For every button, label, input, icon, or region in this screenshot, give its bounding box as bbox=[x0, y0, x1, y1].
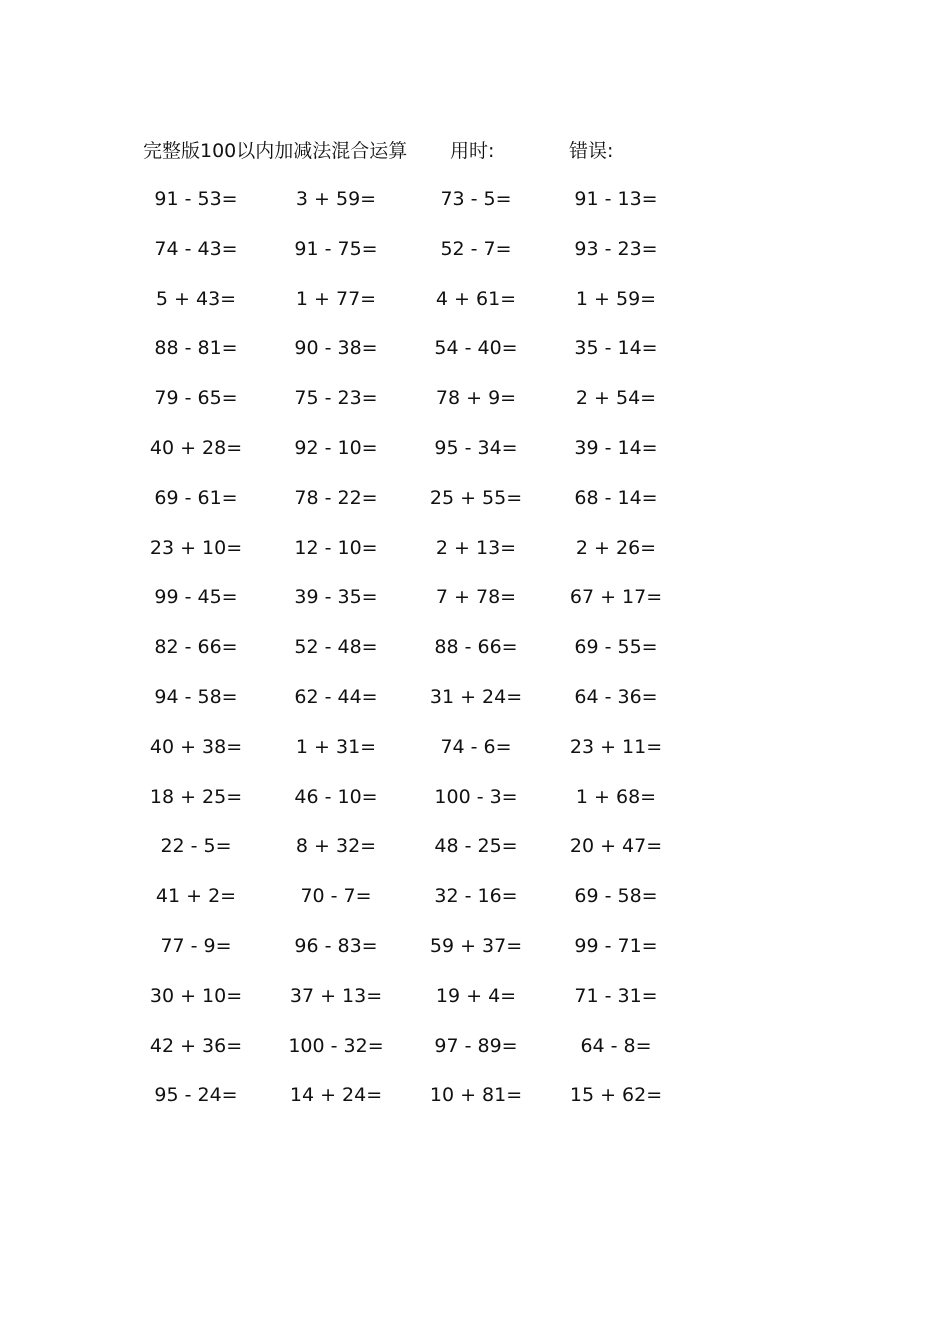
math-problem: 82 - 66= bbox=[154, 636, 238, 659]
problem-row bbox=[0, 333, 950, 383]
problem-row bbox=[0, 782, 950, 832]
problem-row bbox=[0, 831, 950, 881]
problem-row bbox=[0, 483, 950, 533]
math-problem: 71 - 31= bbox=[574, 984, 658, 1007]
math-problem: 95 - 34= bbox=[434, 436, 518, 459]
math-problem: 93 - 23= bbox=[574, 237, 658, 260]
problem-row bbox=[0, 732, 950, 782]
math-problem: 39 - 35= bbox=[294, 586, 378, 609]
math-problem: 100 - 3= bbox=[434, 785, 518, 808]
math-problem: 10 + 81= bbox=[429, 1084, 523, 1107]
math-problem: 5 + 43= bbox=[155, 287, 237, 310]
math-problem: 2 + 54= bbox=[575, 387, 657, 410]
math-problem: 37 + 13= bbox=[289, 984, 383, 1007]
math-problem: 41 + 2= bbox=[155, 885, 237, 908]
math-problem: 39 - 14= bbox=[574, 436, 658, 459]
math-problem: 18 + 25= bbox=[149, 785, 243, 808]
math-problem: 48 - 25= bbox=[434, 835, 518, 858]
math-problem: 46 - 10= bbox=[294, 785, 378, 808]
math-problem: 12 - 10= bbox=[294, 536, 378, 559]
math-problem: 40 + 38= bbox=[149, 735, 243, 758]
problem-row bbox=[0, 383, 950, 433]
math-problem: 91 - 13= bbox=[574, 188, 658, 210]
problem-row bbox=[0, 433, 950, 483]
math-problem: 7 + 78= bbox=[435, 586, 517, 609]
math-problem: 74 - 43= bbox=[154, 237, 238, 260]
math-problem: 78 + 9= bbox=[435, 387, 517, 410]
math-problem: 59 + 37= bbox=[429, 934, 523, 957]
math-problem: 69 - 55= bbox=[574, 636, 658, 659]
problem-row bbox=[0, 582, 950, 632]
math-problem: 78 - 22= bbox=[294, 486, 378, 509]
problem-grid bbox=[0, 184, 950, 1130]
math-problem: 99 - 45= bbox=[154, 586, 238, 609]
math-problem: 95 - 24= bbox=[154, 1084, 238, 1107]
math-problem: 15 + 62= bbox=[569, 1084, 663, 1107]
math-problem: 69 - 61= bbox=[154, 486, 238, 509]
math-problem: 88 - 81= bbox=[154, 337, 238, 360]
math-problem: 19 + 4= bbox=[435, 984, 517, 1007]
math-problem: 75 - 23= bbox=[294, 387, 378, 410]
problem-row bbox=[0, 1031, 950, 1081]
math-problem: 94 - 58= bbox=[154, 685, 238, 708]
math-problem: 74 - 6= bbox=[440, 735, 512, 758]
problem-row bbox=[0, 981, 950, 1031]
math-problem: 90 - 38= bbox=[294, 337, 378, 360]
math-problem: 97 - 89= bbox=[434, 1034, 518, 1057]
math-problem: 1 + 59= bbox=[575, 287, 657, 310]
math-problem: 99 - 71= bbox=[574, 934, 658, 957]
math-problem: 2 + 13= bbox=[435, 536, 517, 559]
math-problem: 25 + 55= bbox=[429, 486, 523, 509]
math-problem: 88 - 66= bbox=[434, 636, 518, 659]
math-problem: 52 - 48= bbox=[294, 636, 378, 659]
math-problem: 22 - 5= bbox=[160, 835, 232, 858]
math-problem: 42 + 36= bbox=[149, 1034, 243, 1057]
math-problem: 14 + 24= bbox=[289, 1084, 383, 1107]
worksheet-title: 完整版100以内加减法混合运算 bbox=[143, 140, 408, 162]
math-problem: 4 + 61= bbox=[435, 287, 517, 310]
problem-row bbox=[0, 533, 950, 583]
math-problem: 91 - 75= bbox=[294, 237, 378, 260]
math-problem: 23 + 11= bbox=[569, 735, 663, 758]
problem-row bbox=[0, 632, 950, 682]
math-problem: 92 - 10= bbox=[294, 436, 378, 459]
math-problem: 1 + 68= bbox=[575, 785, 657, 808]
math-problem: 62 - 44= bbox=[294, 685, 378, 708]
math-problem: 32 - 16= bbox=[434, 885, 518, 908]
math-problem: 31 + 24= bbox=[429, 685, 523, 708]
math-problem: 40 + 28= bbox=[149, 436, 243, 459]
math-problem: 64 - 36= bbox=[574, 685, 658, 708]
math-problem: 77 - 9= bbox=[160, 934, 232, 957]
math-problem: 20 + 47= bbox=[569, 835, 663, 858]
math-problem: 52 - 7= bbox=[440, 237, 512, 260]
error-count-label: 错误: bbox=[569, 140, 614, 162]
math-problem: 23 + 10= bbox=[149, 536, 243, 559]
math-problem: 68 - 14= bbox=[574, 486, 658, 509]
problem-row bbox=[0, 931, 950, 981]
math-problem: 8 + 32= bbox=[295, 835, 377, 858]
math-problem: 91 - 53= bbox=[154, 188, 238, 210]
math-problem: 69 - 58= bbox=[574, 885, 658, 908]
math-problem: 54 - 40= bbox=[434, 337, 518, 360]
math-problem: 2 + 26= bbox=[575, 536, 657, 559]
math-problem: 30 + 10= bbox=[149, 984, 243, 1007]
math-problem: 3 + 59= bbox=[295, 188, 377, 210]
problem-row bbox=[0, 234, 950, 284]
math-problem: 35 - 14= bbox=[574, 337, 658, 360]
problem-row bbox=[0, 1080, 950, 1130]
problem-row bbox=[0, 184, 950, 234]
math-problem: 67 + 17= bbox=[569, 586, 663, 609]
math-problem: 64 - 8= bbox=[580, 1034, 652, 1057]
math-problem: 96 - 83= bbox=[294, 934, 378, 957]
math-problem: 79 - 65= bbox=[154, 387, 238, 410]
problem-row bbox=[0, 284, 950, 334]
problem-row bbox=[0, 682, 950, 732]
math-problem: 1 + 77= bbox=[295, 287, 377, 310]
problem-row bbox=[0, 881, 950, 931]
math-problem: 73 - 5= bbox=[440, 188, 512, 210]
math-problem: 100 - 32= bbox=[288, 1034, 384, 1057]
math-problem: 1 + 31= bbox=[295, 735, 377, 758]
time-used-label: 用时: bbox=[450, 140, 495, 162]
math-problem: 70 - 7= bbox=[300, 885, 372, 908]
